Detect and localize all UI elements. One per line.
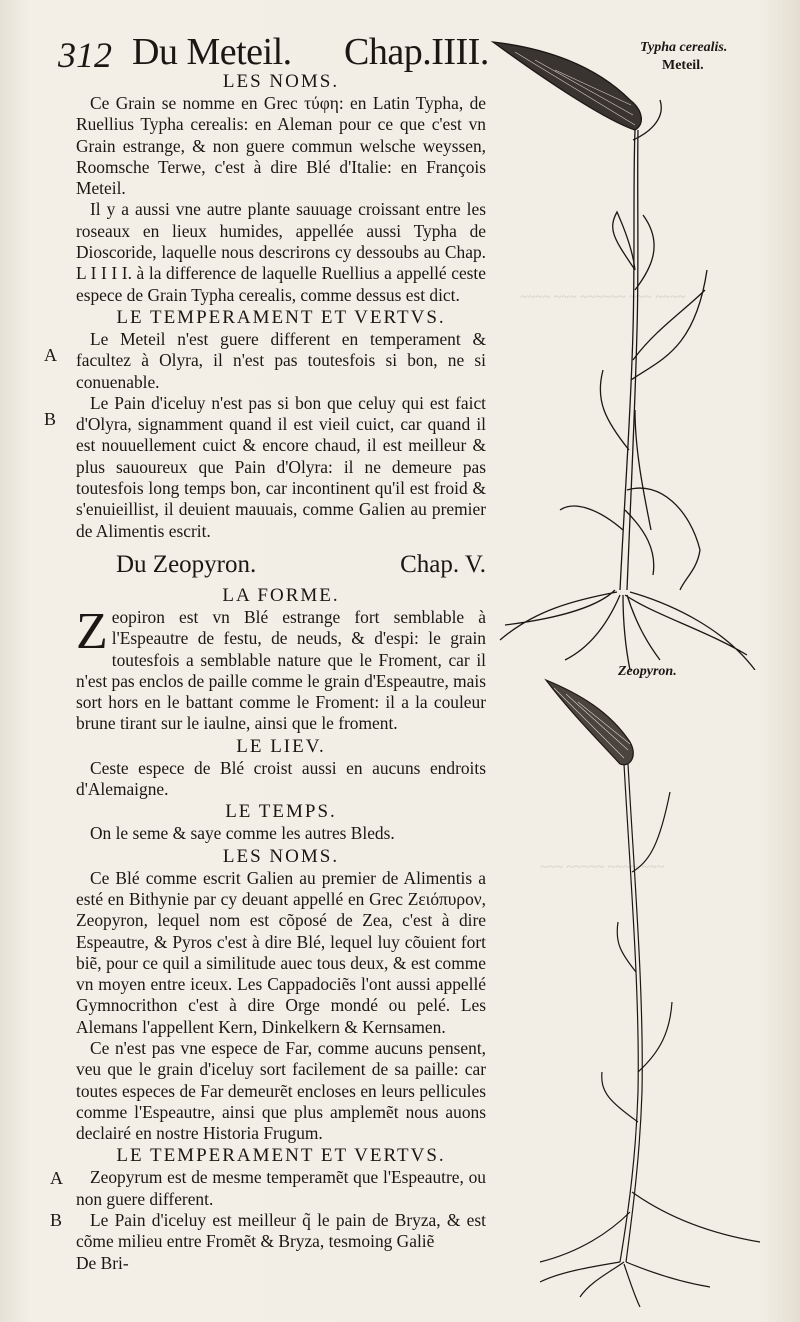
paragraph: Le Meteil n'est guere different en temperament & facultez à Olyra, il n'est pas toutesfois si bon, ne si conuenable. — [76, 328, 486, 392]
paragraph: Ce Grain se nomme en Grec τύφη: en Latin Typha, de Ruellius Typha cerealis: en Aleman pour ce que c'est vn Grain estrange, & non guere commun welsche weyssen, Roomsche Terwe, c'est à dire Blé d'Italie: en François Meteil. — [76, 93, 486, 199]
paragraph: Ceste espece de Blé croist aussi en aucuns endroits d'Alemaigne. — [76, 757, 486, 800]
bleed-through: ~~~~ ~~~ ~~~~~~ ~~~ ~~~~ — [520, 290, 686, 305]
paragraph: On le seme & saye comme les autres Bleds. — [90, 823, 395, 844]
plate-label-zeopyron: Zeopyron. — [618, 664, 677, 679]
text-column — [76, 70, 486, 1274]
catchword: De Bri- — [76, 1252, 129, 1273]
margin-marker: A — [44, 345, 57, 365]
chapter-number: Chap. V. — [400, 550, 486, 578]
chapter-number: Chap.IIII. — [344, 31, 489, 73]
running-header — [58, 30, 488, 74]
section-heading: LE TEMPS. — [225, 801, 337, 823]
section-heading: LES NOMS. — [222, 71, 340, 92]
typha-cerealis-plant-icon — [485, 30, 785, 670]
section-heading: LA FORME. — [222, 584, 340, 606]
section-heading: LE LIEV. — [236, 735, 326, 757]
section-heading: LE TEMPERAMENT ET VERTVS. — [116, 306, 446, 328]
bleed-through: ~~~ ~~~~~ ~~~~ ~~~ — [540, 860, 665, 875]
page-number: 312 — [58, 35, 112, 75]
paragraph: Ce n'est pas vne espece de Far, comme aucuns pensent, veu que le grain d'iceluy sort facilement de sa paille: car toutes especes de Far demeurẽt encloses en leurs pellicules comme l'Espeautre, ainsi que plus amplemẽt nous auons declairé en nostre Historia Frugum. — [76, 1037, 486, 1144]
running-title: Du Meteil. — [132, 31, 292, 73]
margin-marker: A — [50, 1168, 63, 1188]
paragraph: Il y a aussi vne autre plante sauuage croissant entre les roseaux en lieux humides, appellée aussi Typha de Dioscoride, laquelle nous descrirons cy dessoubs au Chap. L I I I I. à la difference de laquelle Ruellius a appellé ceste espece de Grain Typha cerealis, comme dessus est dict. — [76, 199, 486, 305]
chapter-title: Du Zeopyron. — [116, 550, 257, 578]
paragraph: Zeopiron est vn Blé estrange fort semblable à l'Espeautre de festu, de neuds, & d'espi: le grain toutesfois a semblable nature que le Froment, car il n'est pas enclos de paille comme le grain d'Espeautre, mais sort hors en le battant comme le Froment: il a la couleur brune tirant sur le iaulne, ainsi que le froment. — [76, 602, 486, 734]
paragraph: Ce Blé comme escrit Galien au premier de Alimentis a esté en Bithynie par cy deuant appellé en Grec Ζειόπυρον, Zeopyron, lequel nom est cõposé de Zea, c'est à dire Espeautre, & Pyros c'est à dire Blé, lequel luy cõuient fort biẽ, pour ce quil a similitude auec tous deux, & est comme vn moyen entre iceux. Les Cappadociẽs l'ont aussi appellé Gymnocrithon c'est à dire Orge mondé ou pelé. Les Alemans l'appellent Kern, Dinkelkern & Kernsamen. — [76, 867, 486, 1037]
zeopyron-plant-icon — [520, 672, 790, 1312]
plate-label-typha: Typha cerealis. — [640, 40, 728, 55]
section-heading: LES NOMS. — [222, 845, 340, 867]
drop-cap: Z — [76, 602, 108, 660]
paragraph: Zeopyrum est de mesme temperamẽt que l'Espeautre, ou non guere different. — [76, 1167, 486, 1209]
paragraph: Le Pain d'iceluy est meilleur q̃ le pain de Bryza, & est cõme milieu entre Fromẽt & Bryza, tesmoing Galiẽ — [76, 1210, 486, 1252]
paragraph: Le Pain d'iceluy n'est pas si bon que celuy qui est faict d'Olyra, signamment quand il est vieil cuict, car quand il est nouuellement cuict & encore chaud, il est meilleur & plus sauoureux que Pain d'Olyra: il ne demeure pas toutesfois long temps bon, car incontinent qu'il est froid & s'enuieillist, il deuient mauuais, comme Galien au premier de Alimentis escrit. — [76, 392, 486, 541]
chapter-heading — [76, 550, 486, 584]
margin-marker: B — [50, 1210, 63, 1230]
margin-marker: B — [44, 409, 57, 429]
section-heading: LE TEMPERAMENT ET VERTVS. — [116, 1145, 446, 1167]
plate-sublabel-meteil: Meteil. — [662, 58, 704, 73]
